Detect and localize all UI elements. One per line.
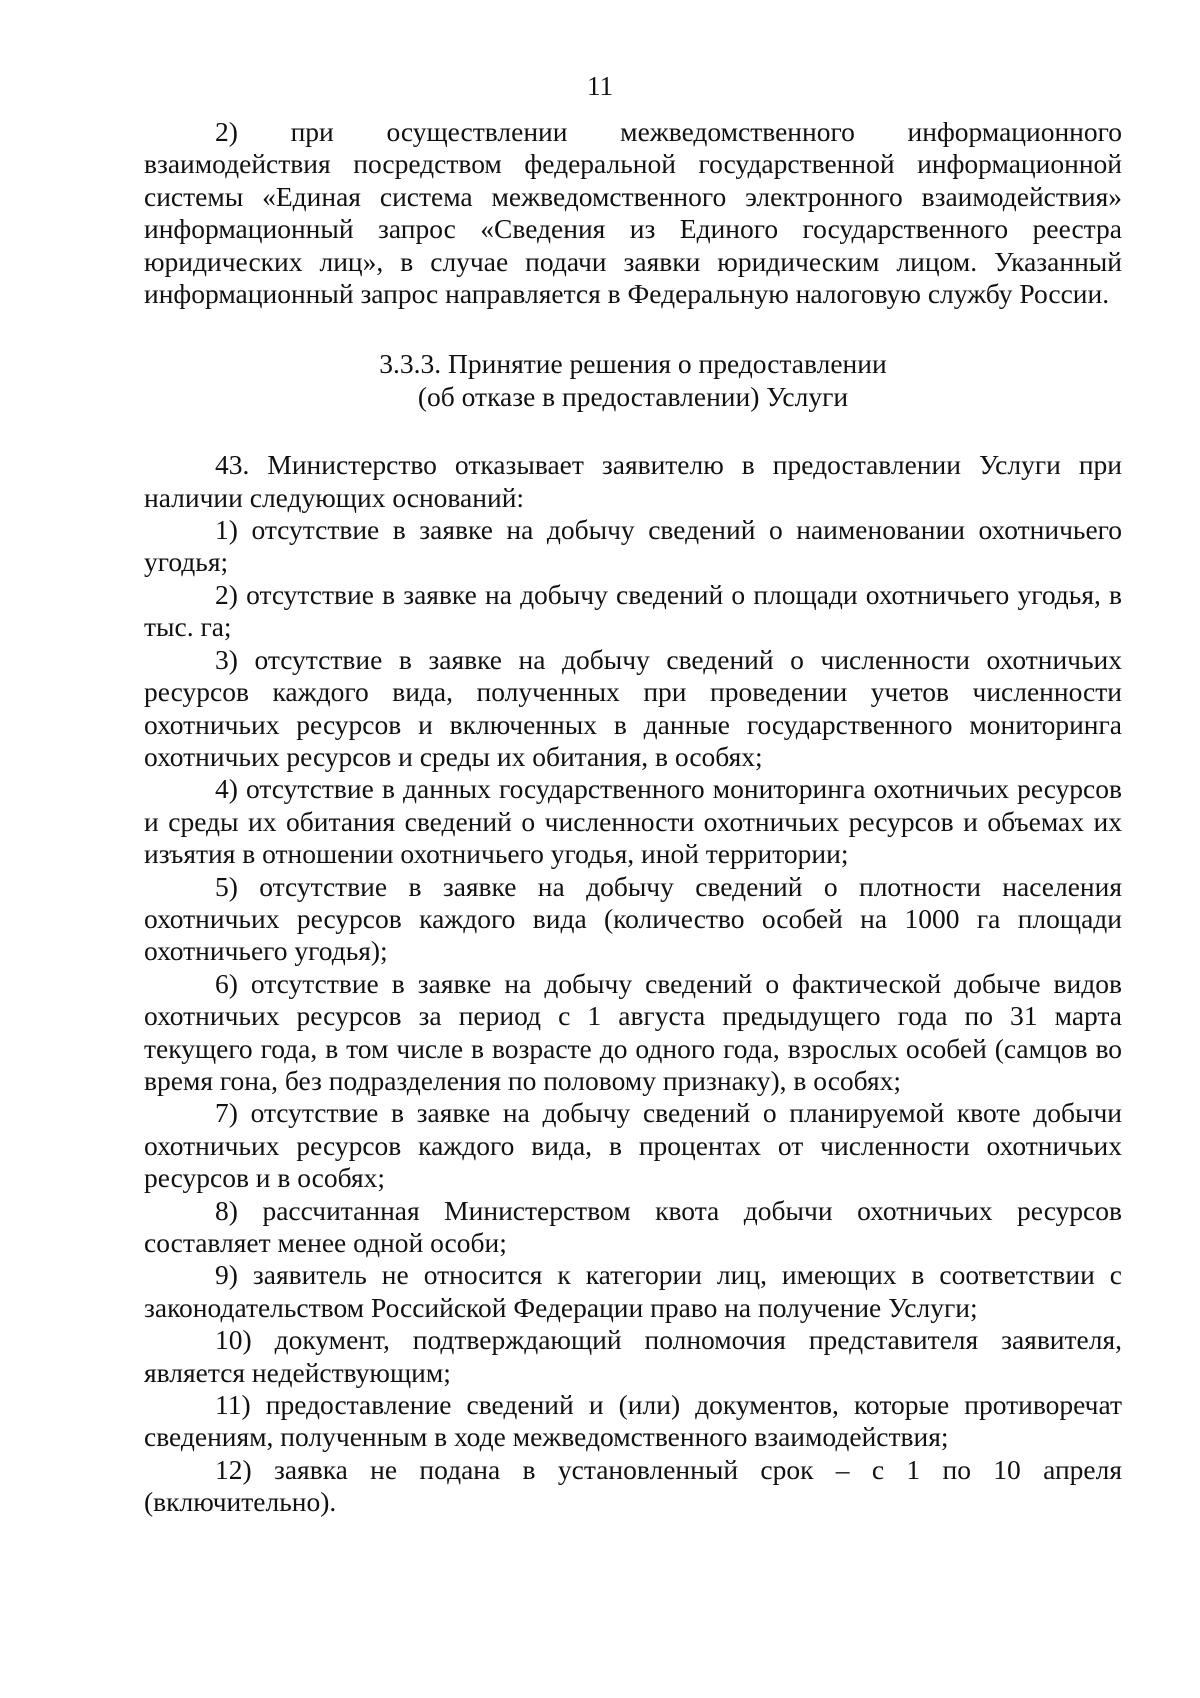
document-body [144,116,1122,1519]
section-heading-line-1: 3.3.3. Принятие решения о предоставлении [379,348,887,380]
section-heading-line-2: (об отказе в предоставлении) Услуги [417,380,849,412]
section-heading [144,348,1122,413]
ground-item-9: 9) заявитель не относится к категории лиц, имеющих в соответствии с законодательством Российской Федерации право на получение Услуги; [144,1259,1122,1323]
ground-item-1: 1) отсутствие в заявке на добычу сведений о наименовании охотничьего угодья; [144,514,1122,578]
clause-43: 43. Министерство отказывает заявителю в предоставлении Услуги при наличии следующих оснований: [144,449,1122,513]
intro-paragraph: 2) при осуществлении межведомственного информационного взаимодействия посредством федеральной государственной информационной системы «Единая система межведомственного электронного взаимодействия» информационный запрос «Сведения из Единого государственного реестра юридических лиц», в случае подачи заявки юридическим лицом. Указанный информационный запрос направляется в Федеральную налоговую службу России. [144,116,1122,310]
page-number: 11 [587,71,613,101]
ground-item-10: 10) документ, подтверждающий полномочия представителя заявителя, является недействующим; [144,1324,1122,1388]
ground-item-12: 12) заявка не подана в установленный срок – с 1 по 10 апреля (включительно). [144,1453,1122,1518]
ground-item-11: 11) предоставление сведений и (или) документов, которые противоречат сведениям, полученным в ходе межведомственного взаимодействия; [144,1389,1122,1453]
ground-item-5: 5) отсутствие в заявке на добычу сведений о плотности населения охотничьих ресурсов каждого вида (количество особей на 1000 га площади охотничьего угодья); [144,870,1122,967]
ground-item-2: 2) отсутствие в заявке на добычу сведений о площади охотничьего угодья, в тыс. га; [144,578,1122,643]
ground-item-6: 6) отсутствие в заявке на добычу сведений о фактической добыче видов охотничьих ресурсов за период с 1 августа предыдущего года по 31 марта текущего года, в том числе в возрасте до одного года, взрослых особей (самцов во время гона, без подразделения по половому признаку), в особях; [144,967,1122,1096]
ground-item-3: 3) отсутствие в заявке на добычу сведений о численности охотничьих ресурсов каждого вида, полученных при проведении учетов численности охотничьих ресурсов и включенных в данные государственного мониторинга охотничьих ресурсов и среды их обитания, в особях; [144,643,1122,772]
ground-item-8: 8) рассчитанная Министерством квота добычи охотничьих ресурсов составляет менее одной особи; [144,1194,1122,1258]
ground-item-7: 7) отсутствие в заявке на добычу сведений о планируемой квоте добычи охотничьих ресурсов каждого вида, в процентах от численности охотничьих ресурсов и в особях; [144,1097,1122,1194]
ground-item-4: 4) отсутствие в данных государственного мониторинга охотничьих ресурсов и среды их обитания сведений о численности охотничьих ресурсов и объемах их изъятия в отношении охотничьего угодья, иной территории; [144,773,1122,870]
